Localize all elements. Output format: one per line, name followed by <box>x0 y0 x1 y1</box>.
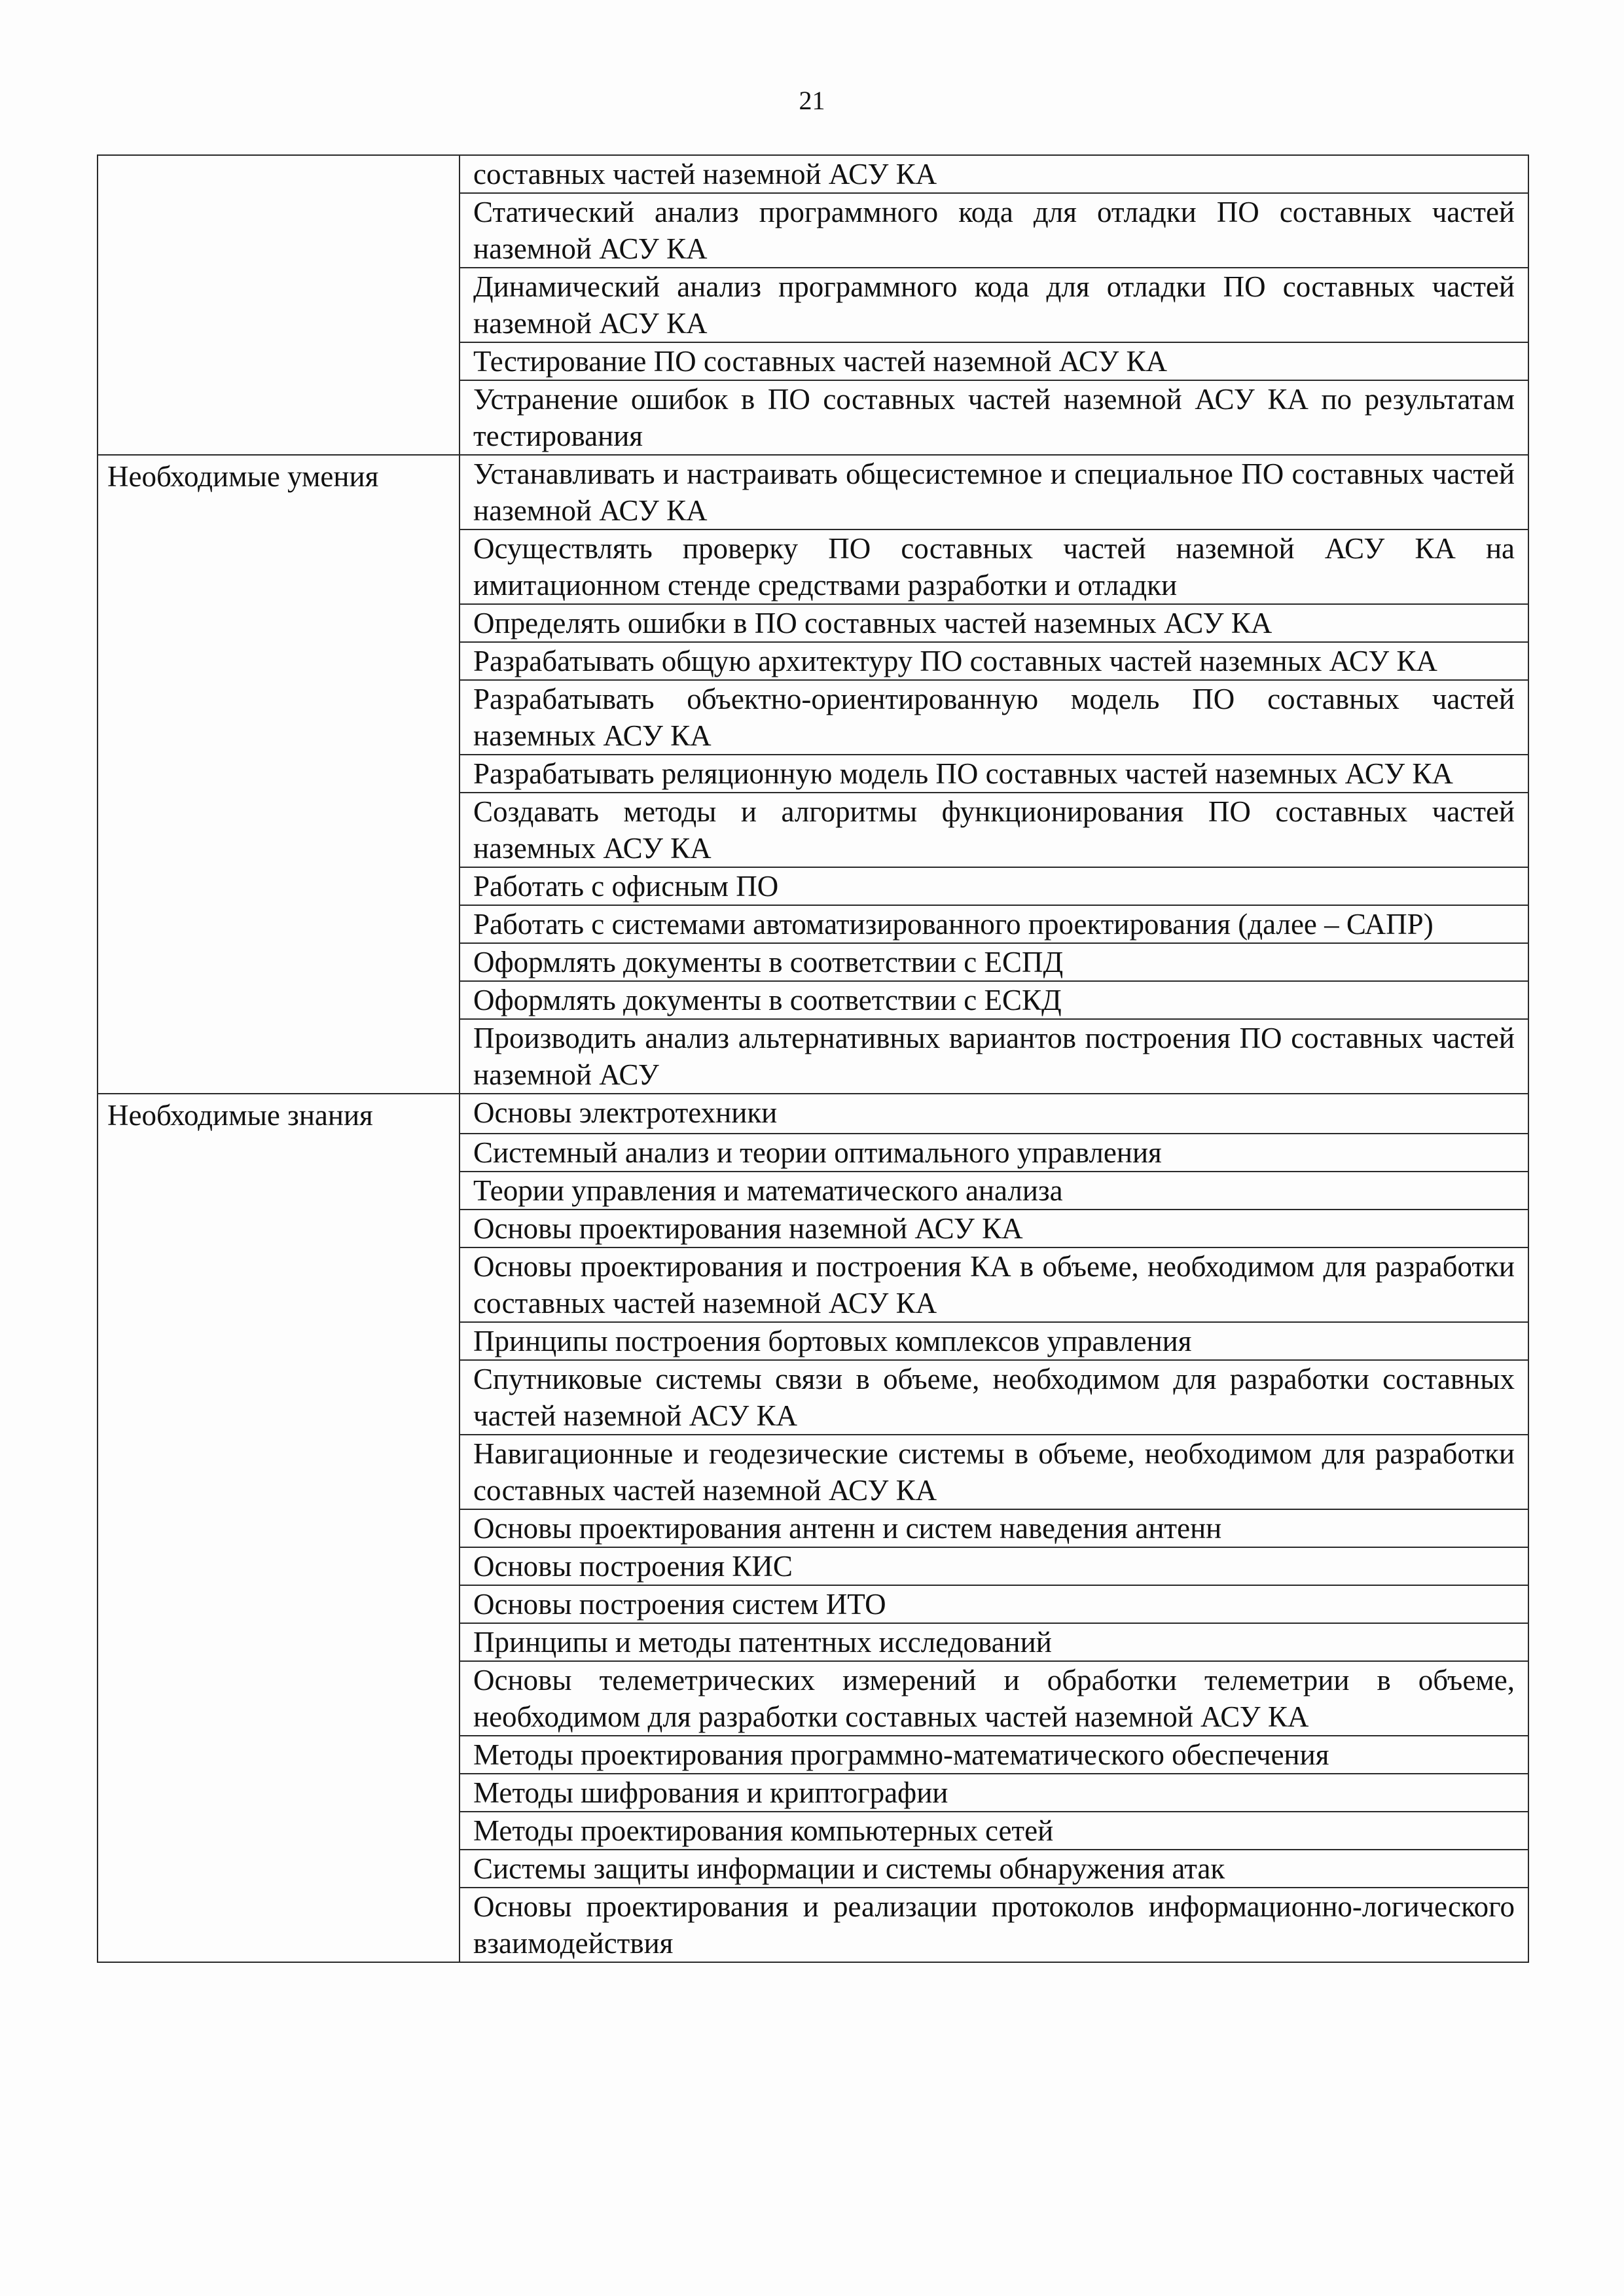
requirement-cell: Осуществлять проверку ПО составных частей наземной АСУ КА на имитационном стенде средствами разработки и отладки <box>460 529 1528 604</box>
table-row <box>98 1094 1528 1134</box>
table-row <box>98 1019 1528 1094</box>
category-cell: Необходимые знания <box>98 1094 460 1134</box>
requirement-cell: Разрабатывать объектно-ориентированную модель ПО составных частей наземных АСУ КА <box>460 680 1528 755</box>
table-row <box>98 155 1528 193</box>
category-cell <box>98 604 460 642</box>
table-row <box>98 268 1528 342</box>
requirement-cell: Основы электротехники <box>460 1094 1528 1134</box>
requirement-cell: составных частей наземной АСУ КА <box>460 155 1528 193</box>
table-row <box>98 193 1528 268</box>
requirement-cell: Методы проектирования программно-математического обеспечения <box>460 1736 1528 1774</box>
table-row <box>98 943 1528 981</box>
table-row <box>98 1736 1528 1774</box>
table-row <box>98 1322 1528 1360</box>
table-row <box>98 342 1528 380</box>
table-row <box>98 642 1528 680</box>
requirement-cell: Основы проектирования антенн и систем наведения антенн <box>460 1509 1528 1547</box>
table-row <box>98 1774 1528 1812</box>
table-row <box>98 793 1528 867</box>
table-row <box>98 1812 1528 1850</box>
category-cell <box>98 1736 460 1774</box>
competency-table-body <box>98 155 1528 1962</box>
requirement-cell: Навигационные и геодезические системы в объеме, необходимом для разработки составных частей наземной АСУ КА <box>460 1435 1528 1509</box>
category-cell <box>98 1247 460 1322</box>
category-cell <box>98 1774 460 1812</box>
category-cell <box>98 1360 460 1435</box>
table-row <box>98 1509 1528 1547</box>
category-cell <box>98 529 460 604</box>
category-cell <box>98 1812 460 1850</box>
table-row <box>98 1850 1528 1888</box>
table-row <box>98 1360 1528 1435</box>
page-number: 21 <box>799 86 825 115</box>
table-row <box>98 604 1528 642</box>
requirement-cell: Теории управления и математического анализа <box>460 1172 1528 1210</box>
category-cell <box>98 1623 460 1661</box>
category-cell <box>98 943 460 981</box>
requirement-cell: Работать с системами автоматизированного проектирования (далее – САПР) <box>460 905 1528 943</box>
category-cell <box>98 380 460 455</box>
category-cell <box>98 1019 460 1094</box>
category-cell <box>98 642 460 680</box>
category-cell <box>98 793 460 867</box>
requirement-cell: Разрабатывать реляционную модель ПО составных частей наземных АСУ КА <box>460 755 1528 793</box>
category-cell <box>98 193 460 268</box>
requirement-cell: Динамический анализ программного кода для отладки ПО составных частей наземной АСУ КА <box>460 268 1528 342</box>
table-row <box>98 529 1528 604</box>
table-row <box>98 1623 1528 1661</box>
requirement-cell: Принципы построения бортовых комплексов управления <box>460 1322 1528 1360</box>
table-row <box>98 1888 1528 1962</box>
requirement-cell: Определять ошибки в ПО составных частей наземных АСУ КА <box>460 604 1528 642</box>
requirement-cell: Основы проектирования и реализации протоколов информационно-логического взаимодействия <box>460 1888 1528 1962</box>
category-cell <box>98 1322 460 1360</box>
table-row <box>98 1247 1528 1322</box>
category-cell <box>98 1850 460 1888</box>
competency-table <box>97 154 1529 1963</box>
category-cell <box>98 1172 460 1210</box>
table-row <box>98 380 1528 455</box>
category-cell <box>98 1585 460 1623</box>
requirement-cell: Тестирование ПО составных частей наземной АСУ КА <box>460 342 1528 380</box>
category-cell <box>98 342 460 380</box>
requirement-cell: Разрабатывать общую архитектуру ПО составных частей наземных АСУ КА <box>460 642 1528 680</box>
table-row <box>98 1661 1528 1736</box>
table-row <box>98 1547 1528 1585</box>
category-cell <box>98 905 460 943</box>
requirement-cell: Создавать методы и алгоритмы функционирования ПО составных частей наземных АСУ КА <box>460 793 1528 867</box>
category-cell <box>98 268 460 342</box>
requirement-cell: Основы проектирования наземной АСУ КА <box>460 1210 1528 1247</box>
category-cell <box>98 1435 460 1509</box>
requirement-cell: Статический анализ программного кода для отладки ПО составных частей наземной АСУ КА <box>460 193 1528 268</box>
requirement-cell: Оформлять документы в соответствии с ЕСПД <box>460 943 1528 981</box>
table-row <box>98 680 1528 755</box>
category-cell <box>98 981 460 1019</box>
requirement-cell: Принципы и методы патентных исследований <box>460 1623 1528 1661</box>
category-cell <box>98 1134 460 1172</box>
category-cell <box>98 1888 460 1962</box>
requirement-cell: Производить анализ альтернативных вариантов построения ПО составных частей наземной АСУ <box>460 1019 1528 1094</box>
table-row <box>98 1172 1528 1210</box>
requirement-cell: Системный анализ и теории оптимального управления <box>460 1134 1528 1172</box>
category-cell <box>98 1210 460 1247</box>
table-row <box>98 1134 1528 1172</box>
category-cell <box>98 1547 460 1585</box>
category-cell <box>98 1661 460 1736</box>
category-cell <box>98 755 460 793</box>
requirement-cell: Устанавливать и настраивать общесистемное и специальное ПО составных частей наземной АСУ КА <box>460 455 1528 529</box>
requirement-cell: Основы построения систем ИТО <box>460 1585 1528 1623</box>
table-row <box>98 1585 1528 1623</box>
requirement-cell: Основы телеметрических измерений и обработки телеметрии в объеме, необходимом для разработки составных частей наземной АСУ КА <box>460 1661 1528 1736</box>
requirement-cell: Основы проектирования и построения КА в объеме, необходимом для разработки составных частей наземной АСУ КА <box>460 1247 1528 1322</box>
table-row <box>98 905 1528 943</box>
category-cell <box>98 680 460 755</box>
table-row <box>98 1210 1528 1247</box>
table-row <box>98 755 1528 793</box>
category-cell <box>98 1509 460 1547</box>
requirement-cell: Методы шифрования и криптографии <box>460 1774 1528 1812</box>
requirement-cell: Работать с офисным ПО <box>460 867 1528 905</box>
requirement-cell: Спутниковые системы связи в объеме, необходимом для разработки составных частей наземной АСУ КА <box>460 1360 1528 1435</box>
table-row <box>98 867 1528 905</box>
requirement-cell: Основы построения КИС <box>460 1547 1528 1585</box>
requirement-cell: Устранение ошибок в ПО составных частей наземной АСУ КА по результатам тестирования <box>460 380 1528 455</box>
category-cell <box>98 155 460 193</box>
requirement-cell: Оформлять документы в соответствии с ЕСКД <box>460 981 1528 1019</box>
category-cell <box>98 867 460 905</box>
table-row <box>98 981 1528 1019</box>
requirement-cell: Системы защиты информации и системы обнаружения атак <box>460 1850 1528 1888</box>
table-row <box>98 455 1528 529</box>
requirement-cell: Методы проектирования компьютерных сетей <box>460 1812 1528 1850</box>
category-cell: Необходимые умения <box>98 455 460 529</box>
table-row <box>98 1435 1528 1509</box>
